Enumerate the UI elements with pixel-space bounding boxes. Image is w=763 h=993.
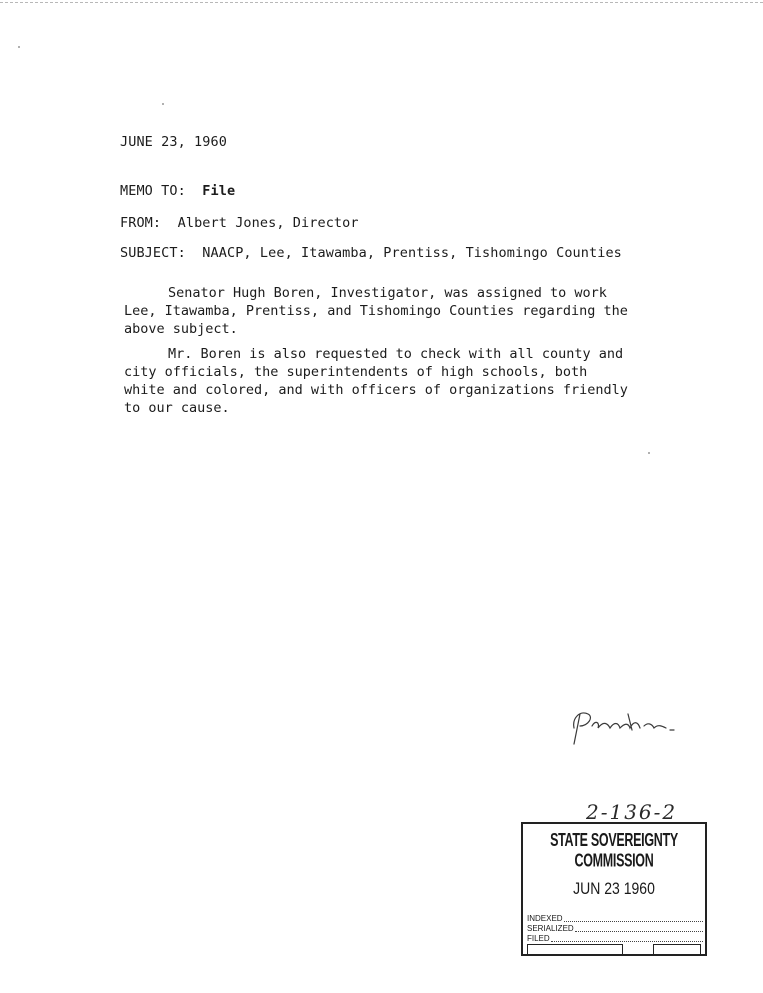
stamp-box: [527, 944, 623, 955]
paragraph-line: above subject.: [124, 321, 238, 337]
stamp-row-label: INDEXED: [527, 914, 563, 923]
memo-from-value: Albert Jones, Director: [177, 215, 359, 231]
stamp-row-label: FILED: [527, 934, 550, 943]
memo-from-label: FROM:: [120, 215, 162, 231]
stamp-date: JUN 23 1960: [573, 878, 655, 898]
stamp-header: STATE SOVEREIGNTY COMMISSION: [550, 830, 678, 871]
memo-paragraph-1: [124, 284, 704, 338]
memo-from-line: [120, 214, 359, 232]
paragraph-line: Mr. Boren is also requested to check with all county and: [168, 346, 624, 362]
memo-to-label: MEMO TO:: [120, 183, 186, 199]
stamp-row-serialized: [527, 924, 703, 934]
paragraph-line: city officials, the superintendents of high schools, both: [124, 364, 588, 380]
stamp-boxes: [527, 944, 703, 954]
stamp-row-indexed: [527, 914, 703, 924]
memo-subject-label: SUBJECT:: [120, 245, 186, 261]
paragraph-line: white and colored, and with officers of organizations friendly: [124, 382, 628, 398]
memo-subject-line: [120, 244, 622, 262]
paragraph-line: to our cause.: [124, 400, 230, 416]
stamp-row-label: SERIALIZED: [527, 924, 574, 933]
scan-speck: [162, 103, 164, 105]
paragraph-line: Lee, Itawamba, Prentiss, and Tishomingo Counties regarding the: [124, 303, 628, 319]
scan-speck: [18, 46, 20, 48]
scan-speck: [648, 452, 650, 454]
memo-to-line: [120, 182, 235, 200]
memo-paragraph-2: [124, 345, 704, 417]
handwritten-signature: [568, 700, 678, 750]
top-dotted-border: [0, 2, 763, 3]
commission-stamp: [521, 822, 707, 956]
memo-subject-value: NAACP, Lee, Itawamba, Prentiss, Tishomingo Counties: [202, 245, 622, 261]
memo-date: JUNE 23, 1960: [120, 134, 227, 150]
paragraph-line: Senator Hugh Boren, Investigator, was assigned to work: [168, 285, 607, 301]
handwritten-number: 2-136-2: [586, 800, 678, 824]
stamp-box: [653, 944, 701, 955]
memo-to-value: File: [202, 183, 236, 199]
stamp-row-filed: [527, 934, 703, 944]
